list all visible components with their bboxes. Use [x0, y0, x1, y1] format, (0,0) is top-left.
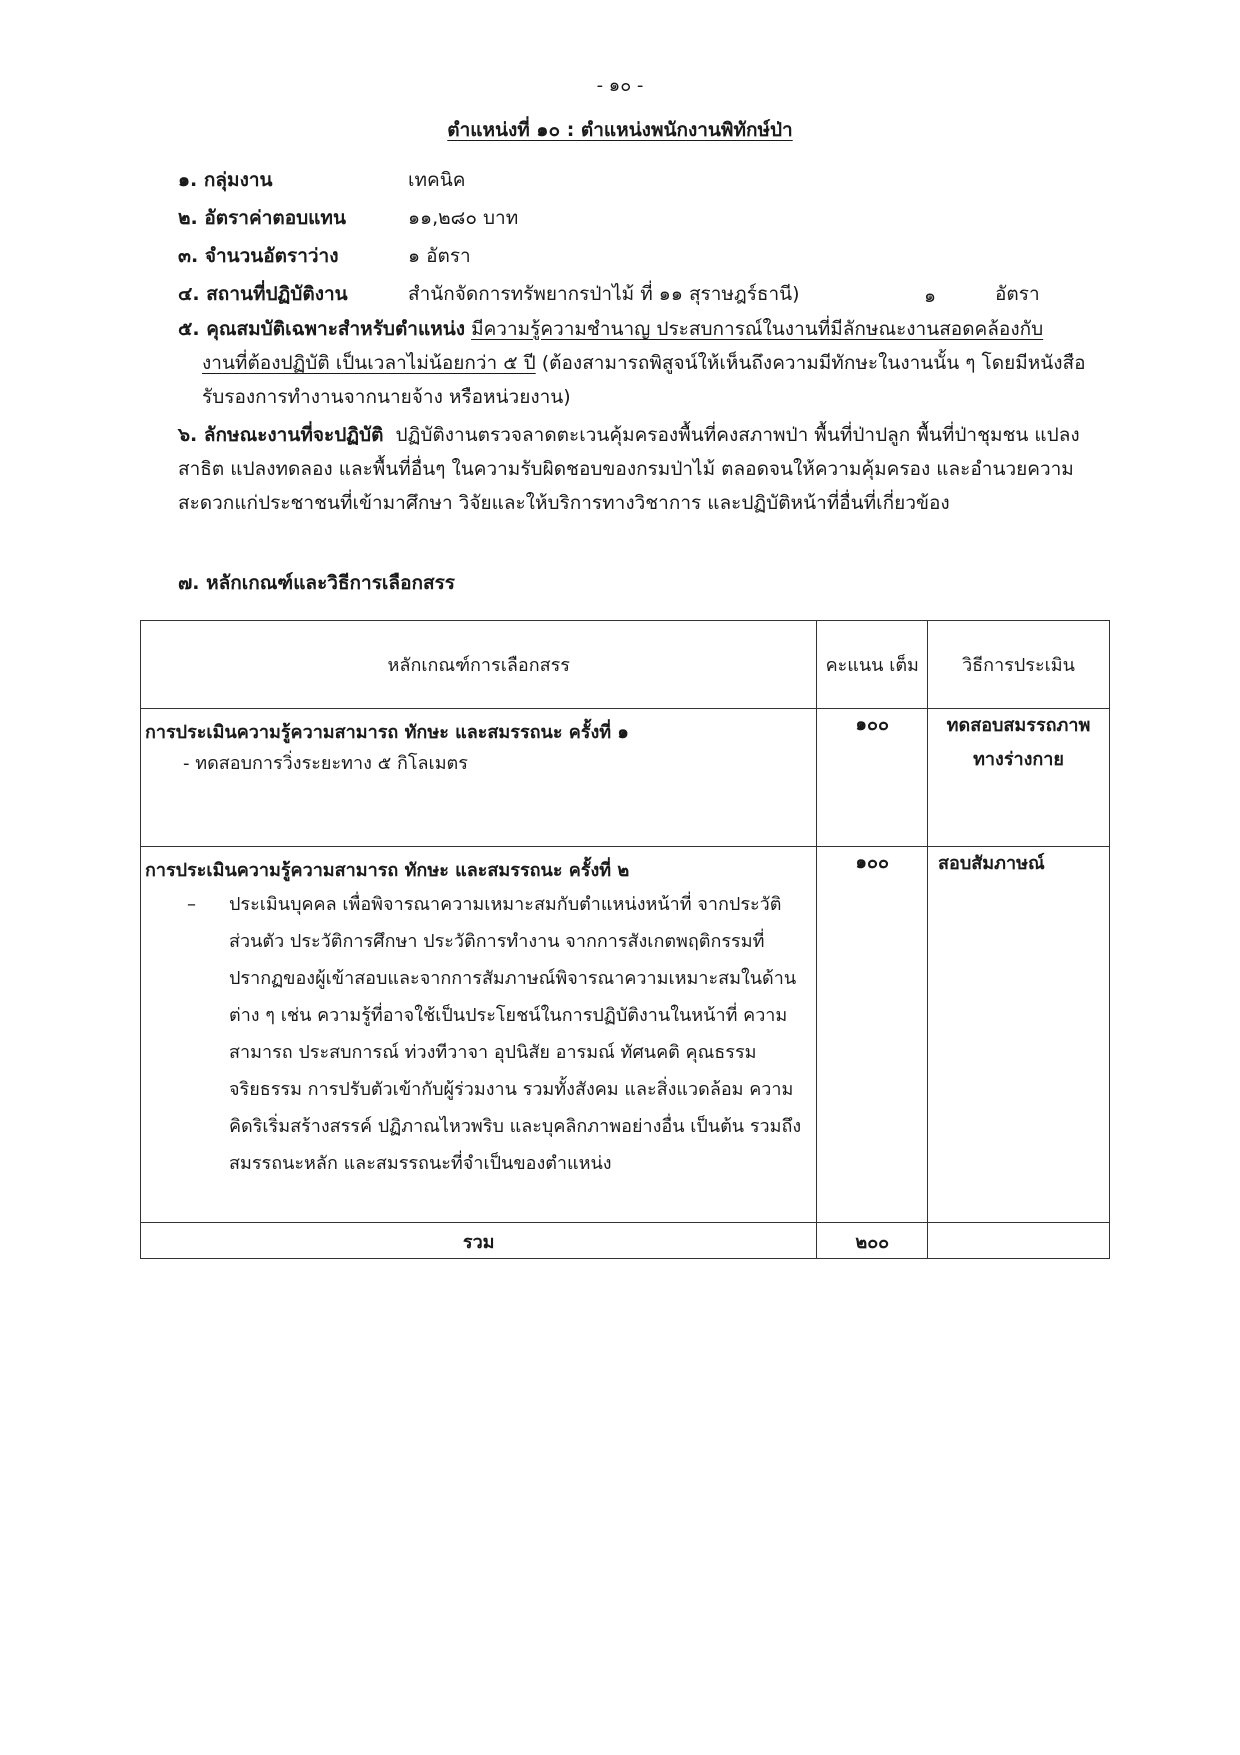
- row2-criteria-cell: [141, 847, 817, 1223]
- duty-paragraph: [178, 418, 1098, 520]
- place-unit: อัตรา: [995, 283, 1040, 305]
- row1-method: ทดสอบสมรรถภาพ ทางร่างกาย: [928, 709, 1110, 847]
- row1-criteria-cell: [141, 709, 817, 847]
- header-method: วิธีการประเมิน: [928, 621, 1110, 709]
- vacancy-value: ๑ อัตรา: [408, 245, 471, 267]
- row2-bullet: [141, 884, 816, 1188]
- group-label: ๑. กลุ่มงาน: [178, 169, 273, 191]
- qualification-label: ๕. คุณสมบัติเฉพาะสำหรับตำแหน่ง: [178, 318, 466, 340]
- vacancy-label: ๓. จำนวนอัตราว่าง: [178, 245, 339, 267]
- place-label: ๔. สถานที่ปฏิบัติงาน: [178, 283, 348, 305]
- row2-item: ประเมินบุคคล เพื่อพิจารณาความเหมาะสมกับตำแหน่งหน้าที่ จากประวัติส่วนตัว ประวัติการศึกษา ประวัติการทำงาน จากการสังเกตพฤติกรรมที่ปรากฏของผู้เข้าสอบและจากการสัมภาษณ์พิจารณาความเหมาะสมในด้านต่าง ๆ เช่น ความรู้ที่อาจใช้เป็นประโยชน์ในการปฏิบัติงานในหน้าที่ ความสามารถ ประสบการณ์ ท่วงทีวาจา อุปนิสัย อารมณ์ ทัศนคติ คุณธรรม จริยธรรม การปรับตัวเข้ากับผู้ร่วมงาน รวมทั้งสังคม และสิ่งแวดล้อม ความคิดริเริ่มสร้างสรรค์ ปฏิภาณไหวพริบ และบุคลิกภาพอย่างอื่น เป็นต้น รวมถึงสมรรถนะหลัก และสมรรถนะที่จำเป็นของตำแหน่ง: [229, 894, 802, 1174]
- total-score: ๒๐๐: [817, 1223, 928, 1259]
- page-number: - ๑๐ -: [596, 75, 644, 96]
- total-label: รวม: [141, 1223, 817, 1259]
- row2-score: ๑๐๐: [817, 847, 928, 1223]
- duty-label: ๖. ลักษณะงานที่จะปฏิบัติ: [178, 424, 384, 446]
- table-total-row: [141, 1223, 1110, 1259]
- document-title: ตำแหน่งที่ ๑๐ : ตำแหน่งพนักงานพิทักษ์ป่า: [447, 119, 793, 141]
- table-header-row: [141, 621, 1110, 709]
- row2-method: สอบสัมภาษณ์: [928, 847, 1110, 1223]
- row1-item: - ทดสอบการวิ่งระยะทาง ๕ กิโลเมตร: [183, 753, 468, 774]
- place-count: ๑: [924, 285, 937, 307]
- row2-title: การประเมินความรู้ความสามารถ ทักษะ และสมรรถนะ ครั้งที่ ๒: [145, 860, 630, 881]
- criteria-label: ๗. หลักเกณฑ์และวิธีการเลือกสรร: [178, 572, 455, 594]
- header-criteria: หลักเกณฑ์การเลือกสรร: [141, 621, 817, 709]
- qualification-underlined-2: งานที่ต้องปฏิบัติ เป็นเวลาไม่น้อยกว่า ๕ ปี: [202, 352, 536, 374]
- row2-dash: –: [187, 894, 196, 915]
- row1-score: ๑๐๐: [817, 709, 928, 847]
- qualification-paragraph: [178, 312, 1098, 414]
- criteria-table: [140, 620, 1110, 1259]
- duty-text: ปฏิบัติงานตรวจลาดตะเวนคุ้มครองพื้นที่คงสภาพป่า พื้นที่ป่าปลูก พื้นที่ป่าชุมชน แปลงสาธิต แปลงทดลอง และพื้นที่อื่นๆ ในความรับผิดชอบของกรมป่าไม้ ตลอดจนให้ความคุ้มครอง และอำนวยความสะดวกแก่ประชาชนที่เข้ามาศึกษา วิจัยและให้บริการทางวิชาการ และปฏิบัติหน้าที่อื่นที่เกี่ยวข้อง: [178, 424, 1080, 514]
- group-value: เทคนิค: [408, 169, 466, 191]
- table-row: [141, 709, 1110, 847]
- pay-label: ๒. อัตราค่าตอบแทน: [178, 207, 346, 229]
- pay-value: ๑๑,๒๘๐ บาท: [408, 207, 519, 229]
- row1-title: การประเมินความรู้ความสามารถ ทักษะ และสมรรถนะ ครั้งที่ ๑: [145, 722, 629, 743]
- qualification-rest: (ต้องสามารถพิสูจน์ให้เห็นถึงความมีทักษะในงานนั้น ๆ โดยมีหนังสือรับรองการทำงานจากนายจ้าง หรือหน่วยงาน): [202, 352, 1086, 408]
- header-score: คะแนน เต็ม: [817, 621, 928, 709]
- place-value: สำนักจัดการทรัพยากรป่าไม้ ที่ ๑๑ สุราษฎร์ธานี): [408, 283, 800, 305]
- qualification-underlined-1: มีความรู้ความชำนาญ ประสบการณ์ในงานที่มีลักษณะงานสอดคล้องกับ: [471, 318, 1044, 340]
- table-row: [141, 847, 1110, 1223]
- total-method: [928, 1223, 1110, 1259]
